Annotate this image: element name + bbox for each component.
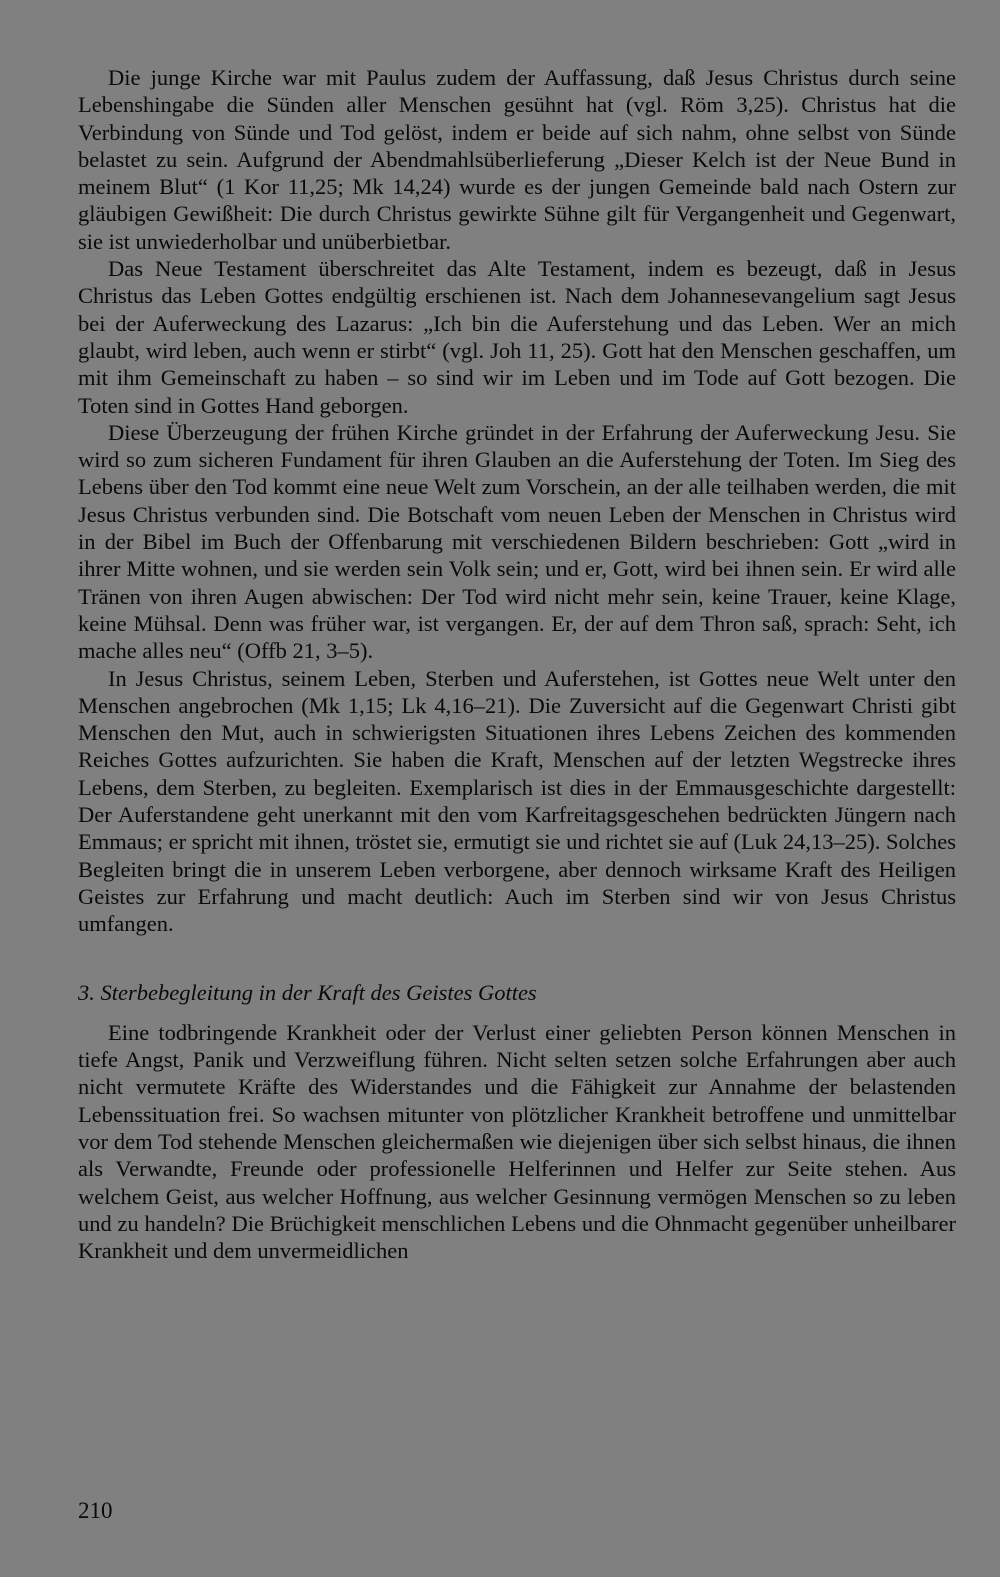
paragraph-sterbebegleitung: Eine todbringende Krankheit oder der Verlust einer geliebten Person können Menschen in tiefe Angst, Panik und Verzweiflung führen. Nicht selten setzen solche Erfahrungen aber auch nicht vermutete Kräfte des Widerstandes und die Fähigkeit zur Annahme der belastenden Lebenssituation frei. So wachsen mitunter von plötzlicher Krankheit betroffene und unmittelbar vor dem Tod stehende Menschen gleichermaßen wie diejenigen über sich selbst hinaus, die ihnen als Verwandte, Freunde oder professionelle Helferinnen und Helfer zur Seite stehen. Aus welchem Geist, aus welcher Hoffnung, aus welcher Gesinnung vermögen Menschen so zu leben und zu handeln? Die Brüchigkeit menschlichen Lebens und die Ohnmacht gegenüber unheilbarer Krankheit und dem unvermeidlichen — [78, 1019, 956, 1264]
paragraph-suehne: Die junge Kirche war mit Paulus zudem der Auffassung, daß Jesus Christus durch seine Lebenshingabe die Sünden aller Menschen gesühnt hat (vgl. Röm 3,25). Christus hat die Verbindung von Sünde und Tod gelöst, indem er beide auf sich nahm, ohne selbst von Sünde belastet zu sein. Aufgrund der Abendmahlsüberlieferung „Dieser Kelch ist der Neue Bund in meinem Blut“ (1 Kor 11,25; Mk 14,24) wurde es der jungen Gemeinde bald nach Ostern zur gläubigen Gewißheit: Die durch Christus gewirkte Sühne gilt für Vergangenheit und Gegenwart, sie ist unwiederholbar und unüberbietbar. — [78, 65, 956, 254]
paragraph-emmaus: In Jesus Christus, seinem Leben, Sterben und Auferstehen, ist Gottes neue Welt unter den Menschen angebrochen (Mk 1,15; Lk 4,16–21). Die Zuversicht auf die Gegenwart Christi gibt Menschen den Mut, auch in schwierigsten Situationen ihres Lebens Zeichen des kommenden Reiches Gottes aufzurichten. Sie haben die Kraft, Menschen auf der letzten Wegstrecke ihres Lebens, dem Sterben, zu begleiten. Exemplarisch ist dies in der Emmausgeschichte dargestellt: Der Auferstandene geht unerkannt mit den vom Karfreitagsgeschehen bedrückten Jüngern nach Emmaus; er spricht mit ihnen, tröstet sie, ermutigt sie und richtet sie auf (Luk 24,13–25). Solches Begleiten bringt die in unserem Leben verborgene, aber dennoch wirksame Kraft des Heiligen Geistes zur Erfahrung und macht deutlich: Auch im Sterben sind wir von Jesus Christus umfangen. — [78, 665, 956, 937]
section-heading: 3. Sterbebegleitung in der Kraft des Geistes Gottes — [78, 979, 537, 1005]
paragraph-auferweckung: Diese Überzeugung der frühen Kirche gründet in der Erfahrung der Auferweckung Jesu. Sie wird so zum sicheren Fundament für ihren Glauben an die Auferstehung der Toten. Im Sieg des Lebens über den Tod kommt eine neue Welt zum Vorschein, an der alle teilhaben werden, die mit Jesus Christus verbunden sind. Die Botschaft vom neuen Leben der Menschen in Christus wird in der Bibel im Buch der Offenbarung mit verschiedenen Bildern beschrieben: Gott „wird in ihrer Mitte wohnen, und sie werden sein Volk sein; und er, Gott, wird bei ihnen sein. Er wird alle Tränen von ihren Augen abwischen: Der Tod wird nicht mehr sein, keine Trauer, keine Klage, keine Mühsal. Denn was früher war, ist vergangen. Er, der auf dem Thron saß, sprach: Seht, ich mache alles neu“ (Offb 21, 3–5). — [78, 419, 956, 664]
page-body — [78, 64, 956, 1264]
paragraph-neues-testament: Das Neue Testament überschreitet das Alte Testament, indem es bezeugt, daß in Jesus Christus das Leben Gottes endgültig erschienen ist. Nach dem Johannesevangelium sagt Jesus bei der Auferweckung des Lazarus: „Ich bin die Auferstehung und das Leben. Wer an mich glaubt, wird leben, auch wenn er stirbt“ (vgl. Joh 11, 25). Gott hat den Menschen geschaffen, um mit ihm Gemeinschaft zu haben – so sind wir im Leben und im Tode auf Gott bezogen. Die Toten sind in Gottes Hand geborgen. — [78, 256, 956, 418]
page-number: 210 — [78, 1498, 113, 1523]
